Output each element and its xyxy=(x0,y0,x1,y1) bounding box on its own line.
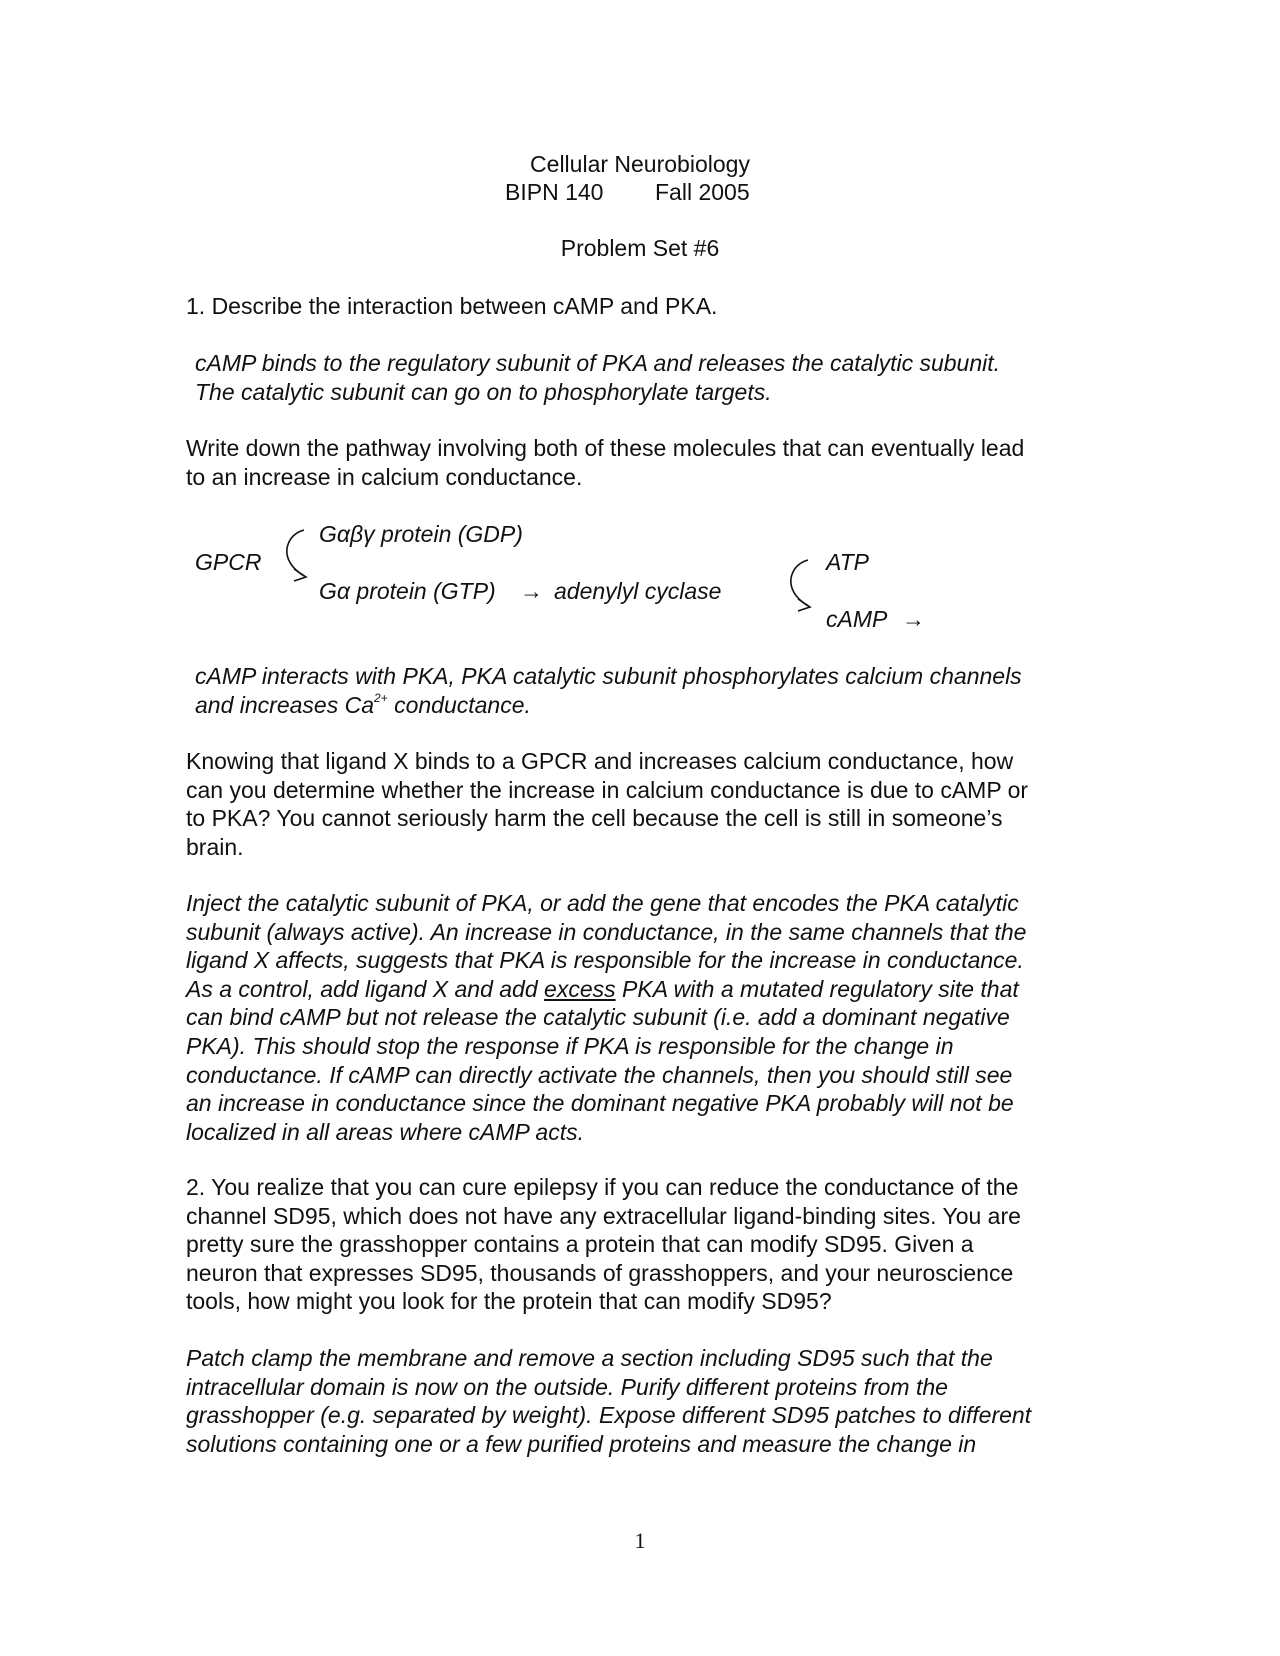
inject-line: localized in all areas where cAMP acts. xyxy=(186,1118,584,1145)
inject-line xyxy=(186,975,1186,1004)
camp-label: cAMP xyxy=(826,606,888,632)
page-number: 1 xyxy=(634,1528,646,1553)
g-alpha-protein-label: Gα protein (GTP) xyxy=(319,578,496,604)
gpcr-branch-arrow-icon xyxy=(276,526,316,586)
q2-line: tools, how might you look for the protein that can modify SD95? xyxy=(186,1288,832,1315)
q2-answer xyxy=(186,1344,1186,1458)
inject-line: ligand X affects, suggests that PKA is responsible for the increase in conductance. xyxy=(186,947,1024,974)
course-name: Cellular Neurobiology xyxy=(530,151,750,177)
inject-line: Inject the catalytic subunit of PKA, or add the gene that encodes the PKA catalytic xyxy=(186,890,1019,916)
control-text: PKA with a mutated regulatory site that xyxy=(615,975,1019,1002)
q2-line: 2. You realize that you can cure epilepsy if you can reduce the conductance of the xyxy=(186,1174,1019,1200)
pathway-text: and increases Ca xyxy=(195,691,374,718)
ligand-line: brain. xyxy=(186,833,244,860)
answer-line: cAMP binds to the regulatory subunit of PKA and releases the catalytic subunit. xyxy=(195,350,1001,376)
prompt-line: to an increase in calcium conductance. xyxy=(186,463,583,490)
q2-question xyxy=(186,1173,1186,1316)
q1-prompt xyxy=(186,434,1186,491)
adenylyl-cyclase-label: adenylyl cyclase xyxy=(554,578,722,604)
answer-line: The catalytic subunit can go on to phosphorylate targets. xyxy=(195,378,772,405)
q2-answer-line: grasshopper (e.g. separated by weight). Expose different SD95 patches to different xyxy=(186,1402,1032,1429)
right-arrow-icon: → xyxy=(902,606,925,632)
course-code: BIPN 140 xyxy=(505,179,604,205)
ligand-line: can you determine whether the increase in calcium conductance is due to cAMP or xyxy=(186,776,1029,803)
pathway-line: cAMP interacts with PKA, PKA catalytic subunit phosphorylates calcium channels xyxy=(195,663,1022,689)
prompt-line: Write down the pathway involving both of these molecules that can eventually lead xyxy=(186,435,1025,461)
gpcr-label: GPCR xyxy=(195,549,262,575)
inject-line: PKA). This should stop the response if PKA is responsible for the change in xyxy=(186,1032,954,1059)
charge-superscript: 2+ xyxy=(374,690,388,705)
control-text: As a control, add ligand X and add xyxy=(186,975,545,1002)
q1-ligand-question xyxy=(186,747,1186,861)
ligand-line: Knowing that ligand X binds to a GPCR and increases calcium conductance, how xyxy=(186,748,1014,774)
q1-question: 1. Describe the interaction between cAMP and PKA. xyxy=(186,293,718,319)
inject-line: subunit (always active). An increase in conductance, in the same channels that the xyxy=(186,918,1027,945)
right-arrow-icon: → xyxy=(520,578,543,604)
q2-answer-line: solutions containing one or a few purified proteins and measure the change in xyxy=(186,1430,977,1457)
course-term: Fall 2005 xyxy=(655,179,750,205)
q1-answer xyxy=(195,349,1195,406)
q2-answer-line: Patch clamp the membrane and remove a section including SD95 such that the xyxy=(186,1345,993,1371)
q1-pathway-answer xyxy=(195,662,1195,719)
inject-line: conductance. If cAMP can directly activate the channels, then you should still see xyxy=(186,1061,1013,1088)
q2-line: neuron that expresses SD95, thousands of grasshoppers, and your neuroscience xyxy=(186,1259,1014,1286)
q2-line: channel SD95, which does not have any extracellular ligand-binding sites. You are xyxy=(186,1202,1021,1229)
inject-line: an increase in conductance since the dominant negative PKA probably will not be xyxy=(186,1090,1014,1117)
q2-answer-line: intracellular domain is now on the outside. Purify different proteins from the xyxy=(186,1373,948,1400)
inject-line: can bind cAMP but not release the catalytic subunit (i.e. add a dominant negative xyxy=(186,1004,1010,1031)
q1-inject-answer xyxy=(186,889,1186,1146)
atp-to-camp-arrow-icon xyxy=(782,556,822,616)
ligand-line: to PKA? You cannot seriously harm the cell because the cell is still in someone’s xyxy=(186,805,1003,832)
problem-set-title: Problem Set #6 xyxy=(560,235,720,261)
g-abg-protein-label: Gαβγ protein (GDP) xyxy=(319,521,523,547)
atp-label: ATP xyxy=(826,549,870,575)
q2-line: pretty sure the grasshopper contains a protein that can modify SD95. Given a xyxy=(186,1231,974,1258)
pathway-line xyxy=(195,691,1195,720)
underlined-word: excess xyxy=(544,975,616,1002)
pathway-text: conductance. xyxy=(387,691,531,718)
